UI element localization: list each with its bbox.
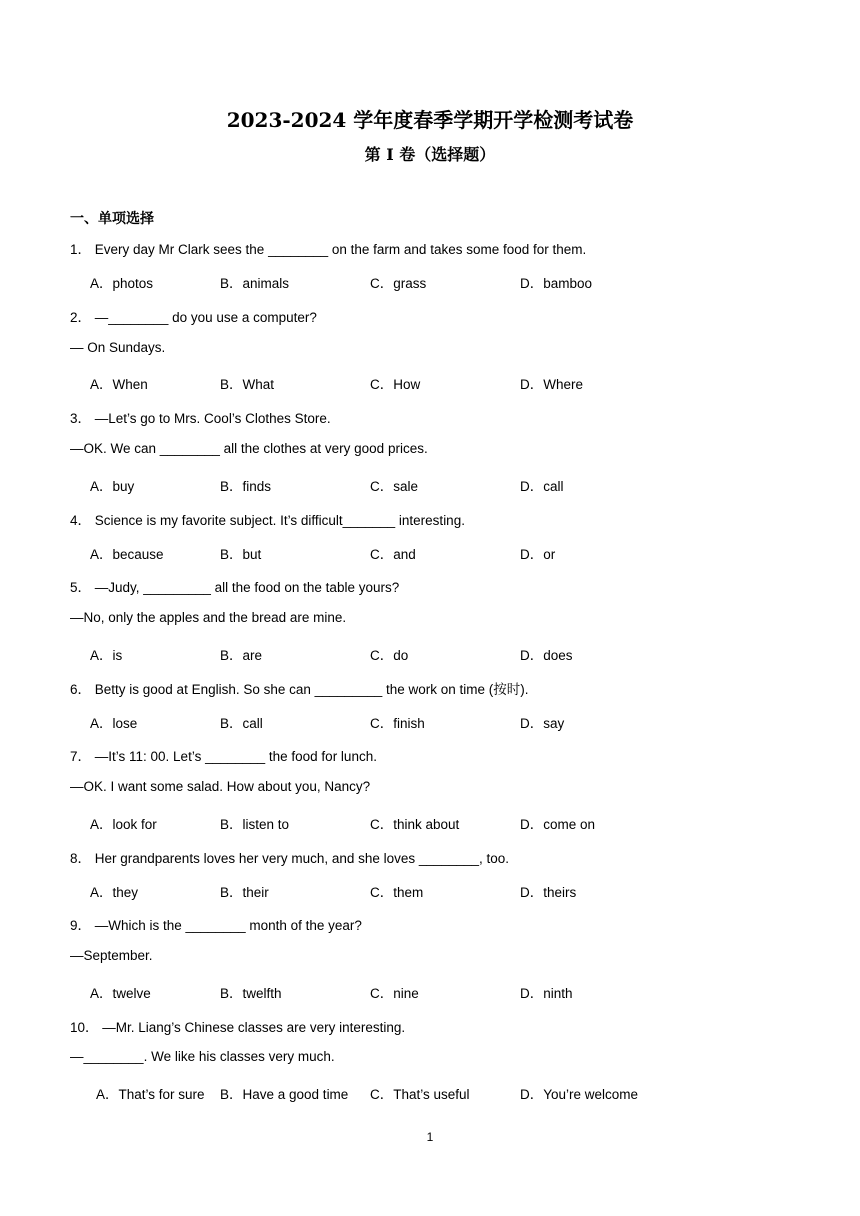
option-b: B．Have a good time	[220, 1087, 349, 1102]
option-a: A．lose	[90, 716, 138, 731]
question-7-reply: —OK. I want some salad. How about you, Nancy?	[70, 779, 371, 794]
question-10-options	[90, 1083, 730, 1103]
option-c: C．them	[370, 885, 424, 900]
option-b: B．animals	[220, 276, 290, 291]
option-c: C．nine	[370, 986, 419, 1001]
option-c: C．grass	[370, 276, 427, 291]
option-a: A．When	[90, 377, 148, 392]
option-a: A．buy	[90, 479, 135, 494]
option-b: B．twelfth	[220, 986, 282, 1001]
option-d: D．come on	[520, 817, 596, 832]
option-b: B．call	[220, 716, 263, 731]
question-5-reply: —No, only the apples and the bread are mine.	[70, 610, 347, 625]
option-a: A．twelve	[90, 986, 151, 1001]
option-d: D．say	[520, 716, 565, 731]
question-7-stem: 7． —It’s 11: 00. Let’s ________ the food for lunch.	[70, 749, 377, 764]
question-2-stem: 2． —________ do you use a computer?	[70, 310, 317, 325]
option-d: D．does	[520, 648, 573, 663]
question-4-options	[90, 543, 730, 563]
option-c: C．do	[370, 648, 409, 663]
question-5-stem: 5． —Judy, _________ all the food on the table yours?	[70, 580, 400, 595]
section-heading: 一、单项选择	[70, 211, 154, 227]
question-3-options	[90, 475, 730, 495]
question-3-stem: 3． —Let’s go to Mrs. Cool’s Clothes Store.	[70, 411, 331, 426]
option-b: B．are	[220, 648, 263, 663]
question-6-options	[90, 712, 730, 732]
question-6-stem: 6． Betty is good at English. So she can _________ the work on time (按时).	[70, 682, 529, 697]
question-9-options	[90, 982, 730, 1002]
question-10-reply: —________. We like his classes very much.	[70, 1049, 335, 1064]
question-10-stem: 10． —Mr. Liang’s Chinese classes are very interesting.	[70, 1020, 406, 1035]
page-title: 2023-2024 学年度春季学期开学检测考试卷	[226, 108, 634, 132]
option-c: C．How	[370, 377, 421, 392]
question-2-reply: — On Sundays.	[70, 340, 166, 355]
question-8-options	[90, 881, 730, 901]
question-9-stem: 9． —Which is the ________ month of the year?	[70, 918, 362, 933]
question-5-options	[90, 644, 730, 664]
option-a: A．they	[90, 885, 139, 900]
option-d: D．You’re welcome	[520, 1087, 639, 1102]
option-b: B．finds	[220, 479, 272, 494]
question-8-stem: 8． Her grandparents loves her very much, and she loves ________, too.	[70, 851, 510, 866]
question-4-stem: 4． Science is my favorite subject. It’s difficult_______ interesting.	[70, 513, 465, 528]
option-a: A．That’s for sure	[96, 1087, 205, 1102]
question-9-reply: —September.	[70, 948, 153, 963]
option-c: C．and	[370, 547, 416, 562]
page-number: 1	[426, 1130, 434, 1144]
option-d: D．ninth	[520, 986, 573, 1001]
option-d: D．bamboo	[520, 276, 593, 291]
option-a: A．because	[90, 547, 164, 562]
section-subtitle: 第 I 卷（选择题）	[364, 145, 496, 164]
option-b: B．What	[220, 377, 275, 392]
option-d: D．call	[520, 479, 564, 494]
option-a: A．photos	[90, 276, 154, 291]
option-c: C．think about	[370, 817, 460, 832]
option-a: A．is	[90, 648, 123, 663]
question-1-stem: 1． Every day Mr Clark sees the ________ on the farm and takes some food for them.	[70, 242, 587, 257]
option-b: B．listen to	[220, 817, 290, 832]
option-c: C．sale	[370, 479, 419, 494]
option-c: C．finish	[370, 716, 425, 731]
question-2-options	[90, 373, 730, 393]
option-a: A．look for	[90, 817, 157, 832]
question-1-options	[90, 272, 730, 292]
option-d: D．or	[520, 547, 556, 562]
option-d: D．theirs	[520, 885, 577, 900]
question-7-options	[90, 813, 730, 833]
question-3-reply: —OK. We can ________ all the clothes at very good prices.	[70, 441, 428, 456]
option-d: D．Where	[520, 377, 584, 392]
option-b: B．their	[220, 885, 269, 900]
option-c: C．That’s useful	[370, 1087, 470, 1102]
option-b: B．but	[220, 547, 262, 562]
